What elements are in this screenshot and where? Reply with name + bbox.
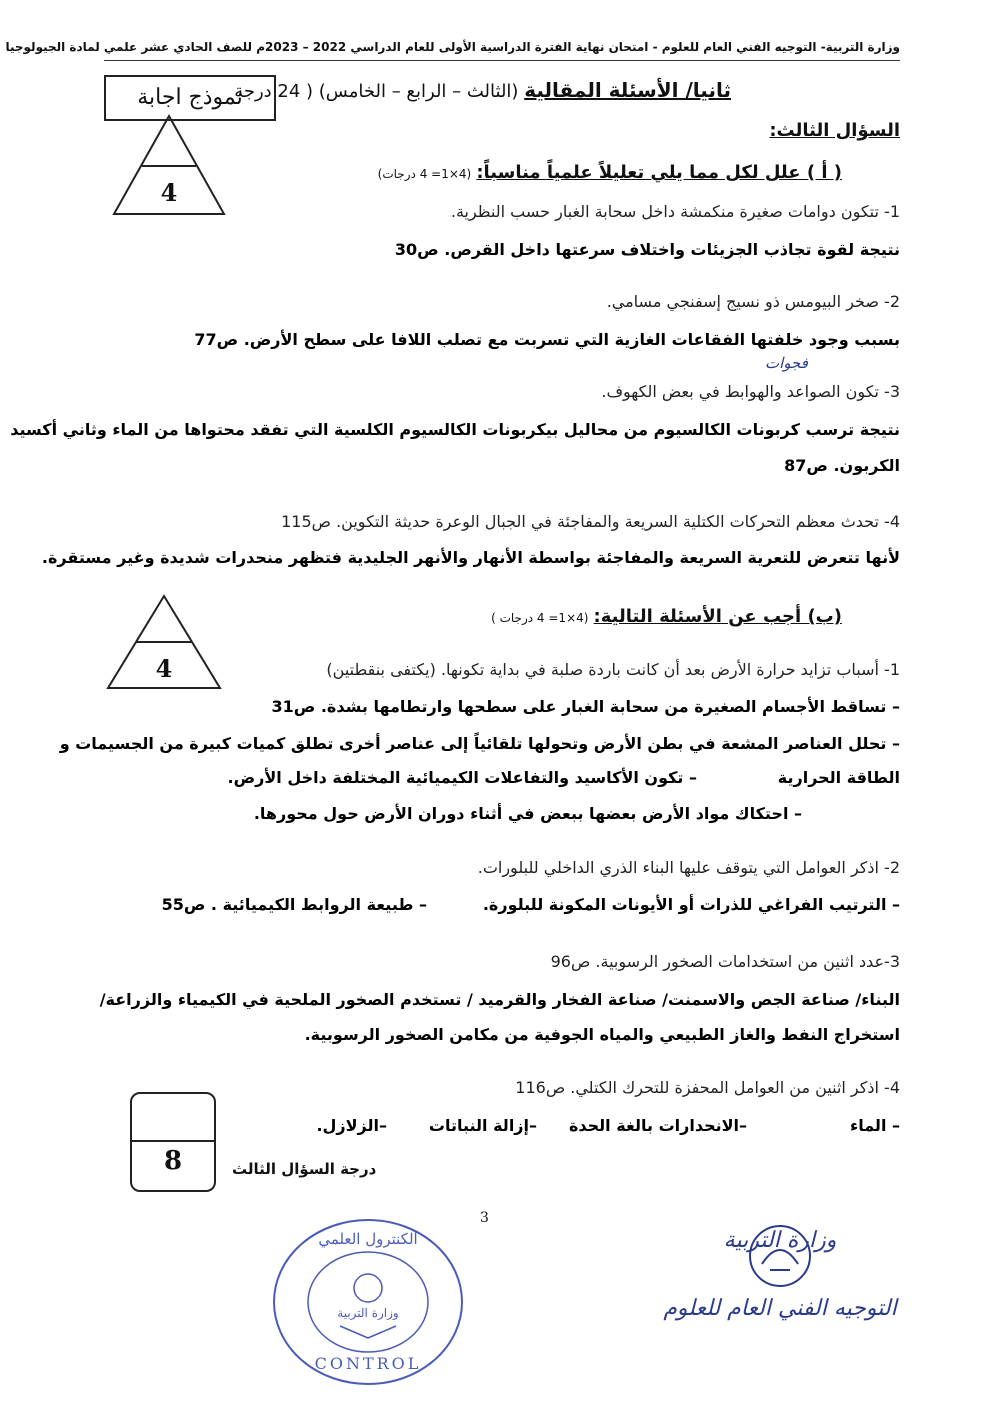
- part-a-a1: نتيجة لقوة تجاذب الجزيئات واختلاف سرعتها داخل القرص. ص30: [394, 240, 900, 259]
- part-a-a2: بسبب وجود خلفتها الفقاعات الغازية التي تسربت مع تصلب اللافا على سطح الأرض. ص77: [194, 330, 900, 349]
- section-title: [234, 78, 731, 102]
- model-answer-label: نموذج اجابة: [104, 75, 276, 121]
- ministry-stamp-line1: وزارة التربية: [723, 1228, 837, 1253]
- part-a-a3: نتيجة ترسب كربونات الكالسيوم من محاليل بيكربونات الكالسيوم الكلسية التي تفقد محتواها من الماء وثاني أكسيد: [10, 420, 900, 439]
- part-b-q2-a1: – الترتيب الفراغي للذرات أو الأيونات المكونة للبلورة.: [482, 895, 900, 914]
- control-stamp-top: الكنترول العلمي: [318, 1230, 418, 1248]
- total-score-divider: [132, 1140, 214, 1142]
- part-b-heading: [491, 606, 842, 627]
- part-b-q4-a1: – الماء: [850, 1116, 900, 1135]
- section-title-main: ثانيا/ الأسئلة المقالية: [524, 78, 731, 102]
- part-b-marks: (4×1= 4 درجات ): [491, 611, 589, 625]
- part-a-marks: (4×1= 4 درجات): [377, 167, 472, 181]
- exam-header: وزارة التربية- التوجيه الفني العام للعلوم - امتحان نهاية الفترة الدراسية الأولى للعام الدراسي 2022 – 2023م للصف الحادي عشر علمي لمادة الجيولوجيا: [5, 40, 900, 54]
- control-stamp-bottom: CONTROL: [314, 1354, 422, 1373]
- part-b-q2: 2- اذكر العوامل التي يتوقف عليها البناء الذري الداخلي للبلورات.: [477, 858, 900, 877]
- page-number: 3: [480, 1210, 489, 1226]
- part-b-q2-a2: – طبيعة الروابط الكيميائية . ص55: [161, 895, 427, 914]
- part-a-a4: لأنها تتعرض للتعرية السريعة والمفاجئة بواسطة الأنهار والأنهر الجليدية فتظهر منحدرات شديدة وغير مستقرة.: [41, 548, 900, 567]
- part-b-q1-a5: – احتكاك مواد الأرض بعضها ببعض في أثناء دوران الأرض حول محورها.: [253, 804, 802, 823]
- question3-title: السؤال الثالث:: [769, 120, 900, 141]
- part-b-q4-a3: –إزالة النباتات: [428, 1116, 537, 1135]
- part-a-a3-cont: الكربون. ص87: [784, 456, 900, 475]
- part-a-heading: [378, 162, 842, 183]
- section-subtitle: (الثالث – الرابع – الخامس) ( 24 درجة: [234, 81, 519, 102]
- total-score-label: درجة السؤال الثالث: [232, 1160, 377, 1178]
- part-a-q2: 2- صخر البيومس ذو نسيج إسفنجي مسامي.: [606, 292, 900, 311]
- part-b-title: (ب) أجب عن الأسئلة التالية:: [593, 606, 842, 627]
- part-b-q3-a1: البناء/ صناعة الجص والاسمنت/ صناعة الفخار والقرميد / تستخدم الصخور الملحية في الكيمياء والزراعة/: [99, 990, 900, 1009]
- handwritten-note: فجوات: [765, 354, 808, 372]
- part-b-q4: 4- اذكر اثنين من العوامل المحفزة للتحرك الكتلي. ص116: [515, 1078, 900, 1097]
- part-a-q1: 1- تتكون دوامات صغيرة منكمشة داخل سحابة الغبار حسب النظرية.: [450, 202, 900, 221]
- ministry-stamp: [650, 1216, 910, 1366]
- part-b-q4-a2: –الانحدارات بالغة الحدة: [568, 1116, 747, 1135]
- part-b-q4-a4: –الزلازل.: [316, 1116, 387, 1135]
- part-a-title: ( أ ) علل لكل مما يلي تعليلاً علمياً مناسباً:: [476, 162, 842, 183]
- total-score-value: 8: [163, 1146, 183, 1176]
- part-b-q1: 1- أسباب تزايد حرارة الأرض بعد أن كانت باردة صلبة في بداية تكونها. (يكتفى بنقطتين): [326, 660, 900, 679]
- part-b-q1-a2: – تحلل العناصر المشعة في بطن الأرض وتحولها تلقائياً إلى عناصر أخرى تطلق كميات كبيرة من الجسيمات و: [59, 734, 900, 753]
- part-a-q3: 3- تكون الصواعد والهوابط في بعض الكهوف.: [601, 382, 900, 401]
- part-b-q1-a3: الطاقة الحرارية: [777, 768, 900, 787]
- part-a-q4: 4- تحدث معظم التحركات الكتلية السريعة والمفاجئة في الجبال الوعرة حديثة التكوين. ص115: [281, 512, 900, 531]
- score-triangle-a-value: 4: [160, 178, 178, 207]
- control-stamp: [270, 1216, 466, 1388]
- control-stamp-center: وزارة التربية: [337, 1306, 399, 1320]
- part-b-q3: 3-عدد اثنين من استخدامات الصخور الرسوبية. ص96: [550, 952, 900, 971]
- part-b-q1-a1: – تساقط الأجسام الصغيرة من سحابة الغبار على سطحها وارتطامها بشدة. ص31: [271, 697, 900, 716]
- score-triangle-b-value: 4: [155, 654, 173, 683]
- part-b-q3-a2: استخراج النفط والغاز الطبيعي والمياه الجوفية من مكامن الصخور الرسوبية.: [304, 1025, 900, 1044]
- header-divider: [104, 60, 900, 61]
- total-score-box: [130, 1092, 216, 1192]
- part-b-q1-a4: – تكون الأكاسيد والتفاعلات الكيميائية المختلفة داخل الأرض.: [227, 768, 697, 787]
- ministry-stamp-line2: التوجيه الفني العام للعلوم: [663, 1296, 897, 1321]
